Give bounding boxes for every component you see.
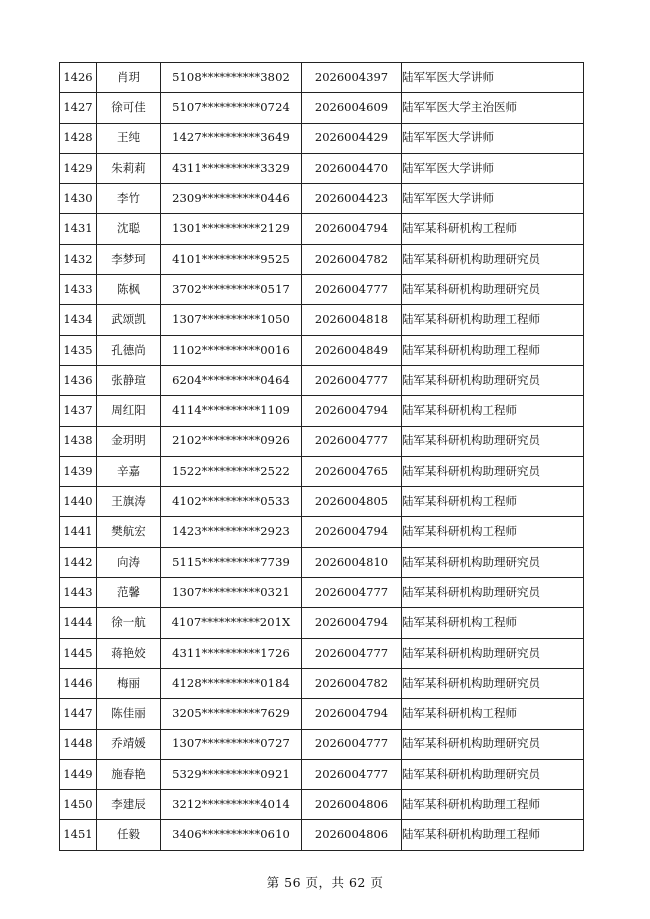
name-cell: 陈枫: [97, 275, 161, 305]
exam-number-cell: 2026004810: [302, 547, 402, 577]
name-cell: 徐可佳: [97, 93, 161, 123]
position-cell: 陆军某科研机构工程师: [402, 214, 584, 244]
exam-number-cell: 2026004806: [302, 820, 402, 850]
exam-number-cell: 2026004794: [302, 396, 402, 426]
row-number-cell: 1436: [60, 365, 97, 395]
position-cell: 陆军某科研机构助理研究员: [402, 275, 584, 305]
position-cell: 陆军某科研机构助理研究员: [402, 244, 584, 274]
name-cell: 张静瑄: [97, 365, 161, 395]
page-number-text: 第 56 页，共 62 页: [266, 875, 384, 890]
id-number-cell: 4311**********1726: [161, 638, 302, 668]
position-cell: 陆军某科研机构助理研究员: [402, 456, 584, 486]
table-row: [60, 335, 584, 365]
id-number-cell: 4114**********1109: [161, 396, 302, 426]
name-cell: 徐一航: [97, 608, 161, 638]
name-cell: 肖玥: [97, 63, 161, 93]
position-cell: 陆军某科研机构助理研究员: [402, 759, 584, 789]
exam-number-cell: 2026004429: [302, 123, 402, 153]
name-cell: 沈聪: [97, 214, 161, 244]
exam-number-cell: 2026004777: [302, 759, 402, 789]
name-cell: 樊航宏: [97, 517, 161, 547]
table-row: [60, 517, 584, 547]
position-cell: 陆军军医大学讲师: [402, 63, 584, 93]
table-row: [60, 578, 584, 608]
id-number-cell: 4102**********0533: [161, 487, 302, 517]
id-number-cell: 1423**********2923: [161, 517, 302, 547]
exam-number-cell: 2026004777: [302, 638, 402, 668]
position-cell: 陆军某科研机构助理研究员: [402, 638, 584, 668]
id-number-cell: 4101**********9525: [161, 244, 302, 274]
position-cell: 陆军某科研机构工程师: [402, 487, 584, 517]
name-cell: 孔德尚: [97, 335, 161, 365]
exam-number-cell: 2026004782: [302, 668, 402, 698]
row-number-cell: 1442: [60, 547, 97, 577]
table-row: [60, 93, 584, 123]
exam-number-cell: 2026004765: [302, 456, 402, 486]
name-cell: 金玥明: [97, 426, 161, 456]
id-number-cell: 1522**********2522: [161, 456, 302, 486]
table-row: [60, 608, 584, 638]
table-row: [60, 456, 584, 486]
position-cell: 陆军军医大学讲师: [402, 184, 584, 214]
id-number-cell: 5107**********0724: [161, 93, 302, 123]
position-cell: 陆军某科研机构助理研究员: [402, 365, 584, 395]
row-number-cell: 1433: [60, 275, 97, 305]
row-number-cell: 1449: [60, 759, 97, 789]
id-number-cell: 1307**********0727: [161, 729, 302, 759]
position-cell: 陆军军医大学主治医师: [402, 93, 584, 123]
name-cell: 朱莉莉: [97, 153, 161, 183]
id-number-cell: 3212**********4014: [161, 790, 302, 820]
name-cell: 辛嘉: [97, 456, 161, 486]
roster-table: [59, 62, 584, 851]
position-cell: 陆军某科研机构工程师: [402, 517, 584, 547]
page-footer: [0, 873, 650, 891]
name-cell: 乔靖媛: [97, 729, 161, 759]
name-cell: 王纯: [97, 123, 161, 153]
row-number-cell: 1445: [60, 638, 97, 668]
table-row: [60, 668, 584, 698]
table-row: [60, 638, 584, 668]
id-number-cell: 1102**********0016: [161, 335, 302, 365]
exam-number-cell: 2026004609: [302, 93, 402, 123]
id-number-cell: 2102**********0926: [161, 426, 302, 456]
table-row: [60, 426, 584, 456]
row-number-cell: 1428: [60, 123, 97, 153]
id-number-cell: 1427**********3649: [161, 123, 302, 153]
position-cell: 陆军某科研机构工程师: [402, 396, 584, 426]
id-number-cell: 1307**********1050: [161, 305, 302, 335]
exam-number-cell: 2026004794: [302, 517, 402, 547]
row-number-cell: 1432: [60, 244, 97, 274]
table-row: [60, 305, 584, 335]
name-cell: 王旗涛: [97, 487, 161, 517]
row-number-cell: 1435: [60, 335, 97, 365]
id-number-cell: 4107**********201X: [161, 608, 302, 638]
table-row: [60, 729, 584, 759]
table-row: [60, 365, 584, 395]
id-number-cell: 3205**********7629: [161, 699, 302, 729]
name-cell: 李建辰: [97, 790, 161, 820]
exam-number-cell: 2026004794: [302, 608, 402, 638]
row-number-cell: 1434: [60, 305, 97, 335]
row-number-cell: 1446: [60, 668, 97, 698]
exam-number-cell: 2026004794: [302, 699, 402, 729]
name-cell: 武颂凯: [97, 305, 161, 335]
name-cell: 施春艳: [97, 759, 161, 789]
id-number-cell: 1307**********0321: [161, 578, 302, 608]
row-number-cell: 1447: [60, 699, 97, 729]
table-row: [60, 63, 584, 93]
id-number-cell: 3406**********0610: [161, 820, 302, 850]
id-number-cell: 4128**********0184: [161, 668, 302, 698]
exam-number-cell: 2026004806: [302, 790, 402, 820]
row-number-cell: 1444: [60, 608, 97, 638]
row-number-cell: 1437: [60, 396, 97, 426]
name-cell: 蒋艳姣: [97, 638, 161, 668]
position-cell: 陆军某科研机构工程师: [402, 699, 584, 729]
exam-number-cell: 2026004777: [302, 426, 402, 456]
name-cell: 梅丽: [97, 668, 161, 698]
row-number-cell: 1431: [60, 214, 97, 244]
position-cell: 陆军某科研机构助理工程师: [402, 790, 584, 820]
row-number-cell: 1441: [60, 517, 97, 547]
row-number-cell: 1450: [60, 790, 97, 820]
table-row: [60, 547, 584, 577]
position-cell: 陆军某科研机构助理工程师: [402, 335, 584, 365]
table-row: [60, 396, 584, 426]
exam-number-cell: 2026004777: [302, 365, 402, 395]
id-number-cell: 5115**********7739: [161, 547, 302, 577]
table-row: [60, 153, 584, 183]
position-cell: 陆军某科研机构助理研究员: [402, 426, 584, 456]
exam-number-cell: 2026004818: [302, 305, 402, 335]
row-number-cell: 1426: [60, 63, 97, 93]
exam-number-cell: 2026004777: [302, 578, 402, 608]
exam-number-cell: 2026004423: [302, 184, 402, 214]
name-cell: 周红阳: [97, 396, 161, 426]
table-row: [60, 759, 584, 789]
name-cell: 陈佳丽: [97, 699, 161, 729]
exam-number-cell: 2026004782: [302, 244, 402, 274]
exam-number-cell: 2026004777: [302, 729, 402, 759]
roster-table-body: [60, 63, 584, 851]
position-cell: 陆军军医大学讲师: [402, 123, 584, 153]
exam-number-cell: 2026004470: [302, 153, 402, 183]
id-number-cell: 1301**********2129: [161, 214, 302, 244]
position-cell: 陆军军医大学讲师: [402, 153, 584, 183]
exam-number-cell: 2026004794: [302, 214, 402, 244]
table-row: [60, 820, 584, 850]
row-number-cell: 1430: [60, 184, 97, 214]
position-cell: 陆军某科研机构助理研究员: [402, 578, 584, 608]
id-number-cell: 4311**********3329: [161, 153, 302, 183]
row-number-cell: 1429: [60, 153, 97, 183]
table-row: [60, 699, 584, 729]
name-cell: 范馨: [97, 578, 161, 608]
name-cell: 向涛: [97, 547, 161, 577]
row-number-cell: 1438: [60, 426, 97, 456]
row-number-cell: 1427: [60, 93, 97, 123]
row-number-cell: 1451: [60, 820, 97, 850]
table-row: [60, 790, 584, 820]
table-row: [60, 275, 584, 305]
name-cell: 李梦珂: [97, 244, 161, 274]
id-number-cell: 5329**********0921: [161, 759, 302, 789]
row-number-cell: 1439: [60, 456, 97, 486]
table-row: [60, 244, 584, 274]
table-row: [60, 184, 584, 214]
position-cell: 陆军某科研机构助理研究员: [402, 729, 584, 759]
name-cell: 李竹: [97, 184, 161, 214]
exam-number-cell: 2026004777: [302, 275, 402, 305]
position-cell: 陆军某科研机构助理工程师: [402, 305, 584, 335]
table-row: [60, 123, 584, 153]
id-number-cell: 3702**********0517: [161, 275, 302, 305]
row-number-cell: 1448: [60, 729, 97, 759]
name-cell: 任毅: [97, 820, 161, 850]
exam-number-cell: 2026004805: [302, 487, 402, 517]
position-cell: 陆军某科研机构助理研究员: [402, 668, 584, 698]
position-cell: 陆军某科研机构助理工程师: [402, 820, 584, 850]
row-number-cell: 1443: [60, 578, 97, 608]
row-number-cell: 1440: [60, 487, 97, 517]
exam-number-cell: 2026004397: [302, 63, 402, 93]
position-cell: 陆军某科研机构助理研究员: [402, 547, 584, 577]
id-number-cell: 6204**********0464: [161, 365, 302, 395]
id-number-cell: 5108**********3802: [161, 63, 302, 93]
table-row: [60, 214, 584, 244]
exam-number-cell: 2026004849: [302, 335, 402, 365]
position-cell: 陆军某科研机构工程师: [402, 608, 584, 638]
id-number-cell: 2309**********0446: [161, 184, 302, 214]
table-row: [60, 487, 584, 517]
